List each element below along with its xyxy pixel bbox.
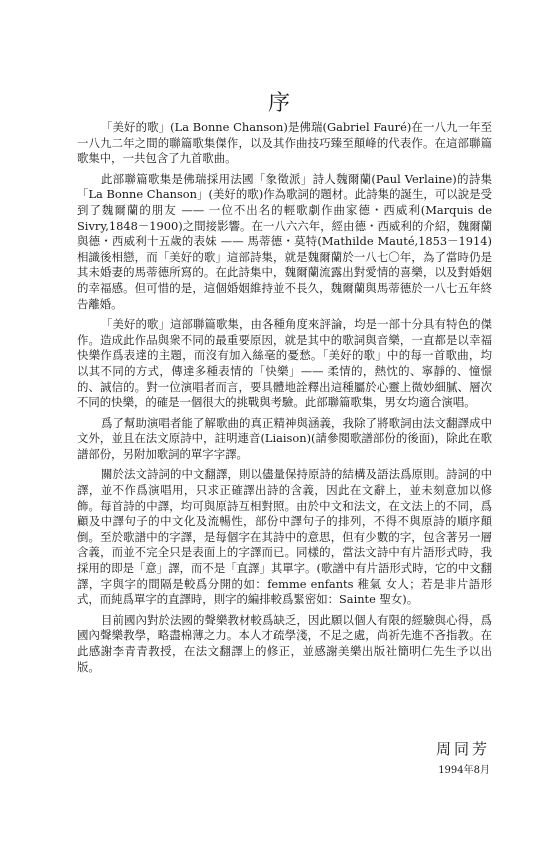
page-title: 序 (267, 91, 292, 116)
paragraph-3: 「美好的歌」這部聯篇歌集，由各種角度來評論，均是一部十分具有特色的傑作。造成此作品與衆不同的最重要原因，就是其中的歌詞與音樂，一直都是以幸福快樂作爲表達的主題，而沒有加入絲毫的憂愁。「美好的歌」中的每一首歌曲，均以其不同的方式，傳達多種表情的「快樂」—— 柔情的，熱忱的、寧靜的、憧憬的、誠信的。對一位演唱者而言，要具體地詮釋出這種屬於心靈上微妙細膩、層次不同的快樂，的確是一個很大的挑戰與考驗。此部聯篇歌集，男女均適合演唱。 (77, 317, 492, 410)
paragraph-4: 爲了幫助演唱者能了解歌曲的真正精神與涵義，我除了將歌詞由法文翻譯成中文外，並且在法文原詩中，註明連音(Liaison)(請參閱歌譜部份的後面)，除此在歌譜部份，另附加歌詞的單字字譯。 (77, 415, 492, 461)
author-name: 周同芳 (435, 740, 490, 758)
signature-date: 1994年8月 (438, 765, 490, 776)
preface-body (77, 120, 492, 680)
signature-block (436, 738, 490, 776)
paragraph-5: 關於法文詩詞的中文翻譯，則以儘量保持原詩的結構及語法爲原則。詩詞的中譯，並不作爲演唱用，只求正確譯出詩的含義，因此在文辭上，並未刻意加以修飾。每首詩的中譯，均可與原詩互相對照。由於中文和法文，在文法上的不同，爲顧及中譯句子的中文化及流暢性，部份中譯句子的排列，不得不與原詩的順序顛倒。至於歌譜中的字譯，是每個字在其詩中的意思，但有少數的字，包含著另一層含義，而並不完全只是表面上的字譯而已。同樣的，當法文詩中有片語形式時，我採用的即是「意」譯，而不是「直譯」其單字。(歌譜中有片語形式時，它的中文翻譯，字與字的間隔是較爲分開的如：femme enfants 稚氣 女人；若是非片語形式，而純爲單字的直譯時，則字的編排較爲緊密如：Sainte 聖女)。 (77, 467, 492, 607)
paragraph-1: 「美好的歌」(La Bonne Chanson)是佛瑞(Gabriel Fauré)在一八九一年至一八九二年之間的聯篇歌集傑作，以及其作曲技巧臻至顛峰的代表作。在這部聯篇歌集中，一共包含了九首歌曲。 (77, 120, 492, 166)
paragraph-2: 此部聯篇歌集是佛瑞採用法國「象徵派」詩人魏爾蘭(Paul Verlaine)的詩集「La Bonne Chanson」(美好的歌)作為歌詞的題材。此詩集的誕生，可以說是受到了魏爾蘭的朋友 —— 一位不出名的輕歌劇作曲家德・西威利(Marquis de Sivry,1848－1900)之間接影響。在一八六六年，經由德・西威利的介紹，魏爾蘭與德・西威利十五歲的表妹 —— 馬蒂德・莫特(Mathilde Mauté,1853－1914)相識後相戀，而「美好的歌」這部詩集，就是魏爾蘭於一八七〇年，為了當時仍是其未婚妻的馬蒂德所寫的。在此詩集中，魏爾蘭流露出對愛情的喜樂，以及對婚姻的幸福感。但可惜的是，這個婚姻維持並不長久，魏爾蘭與馬蒂德於一八七五年終告離婚。 (77, 171, 492, 311)
paragraph-6: 目前國內對於法國的聲樂教材較爲缺乏，因此願以個人有限的經驗與心得，爲國內聲樂教學，略盡棉薄之力。本人才疏學淺，不足之處，尚祈先進不吝指教。在此感謝李青青教授，在法文翻譯上的修正，並感謝美樂出版社簡明仁先生予以出版。 (77, 612, 492, 674)
